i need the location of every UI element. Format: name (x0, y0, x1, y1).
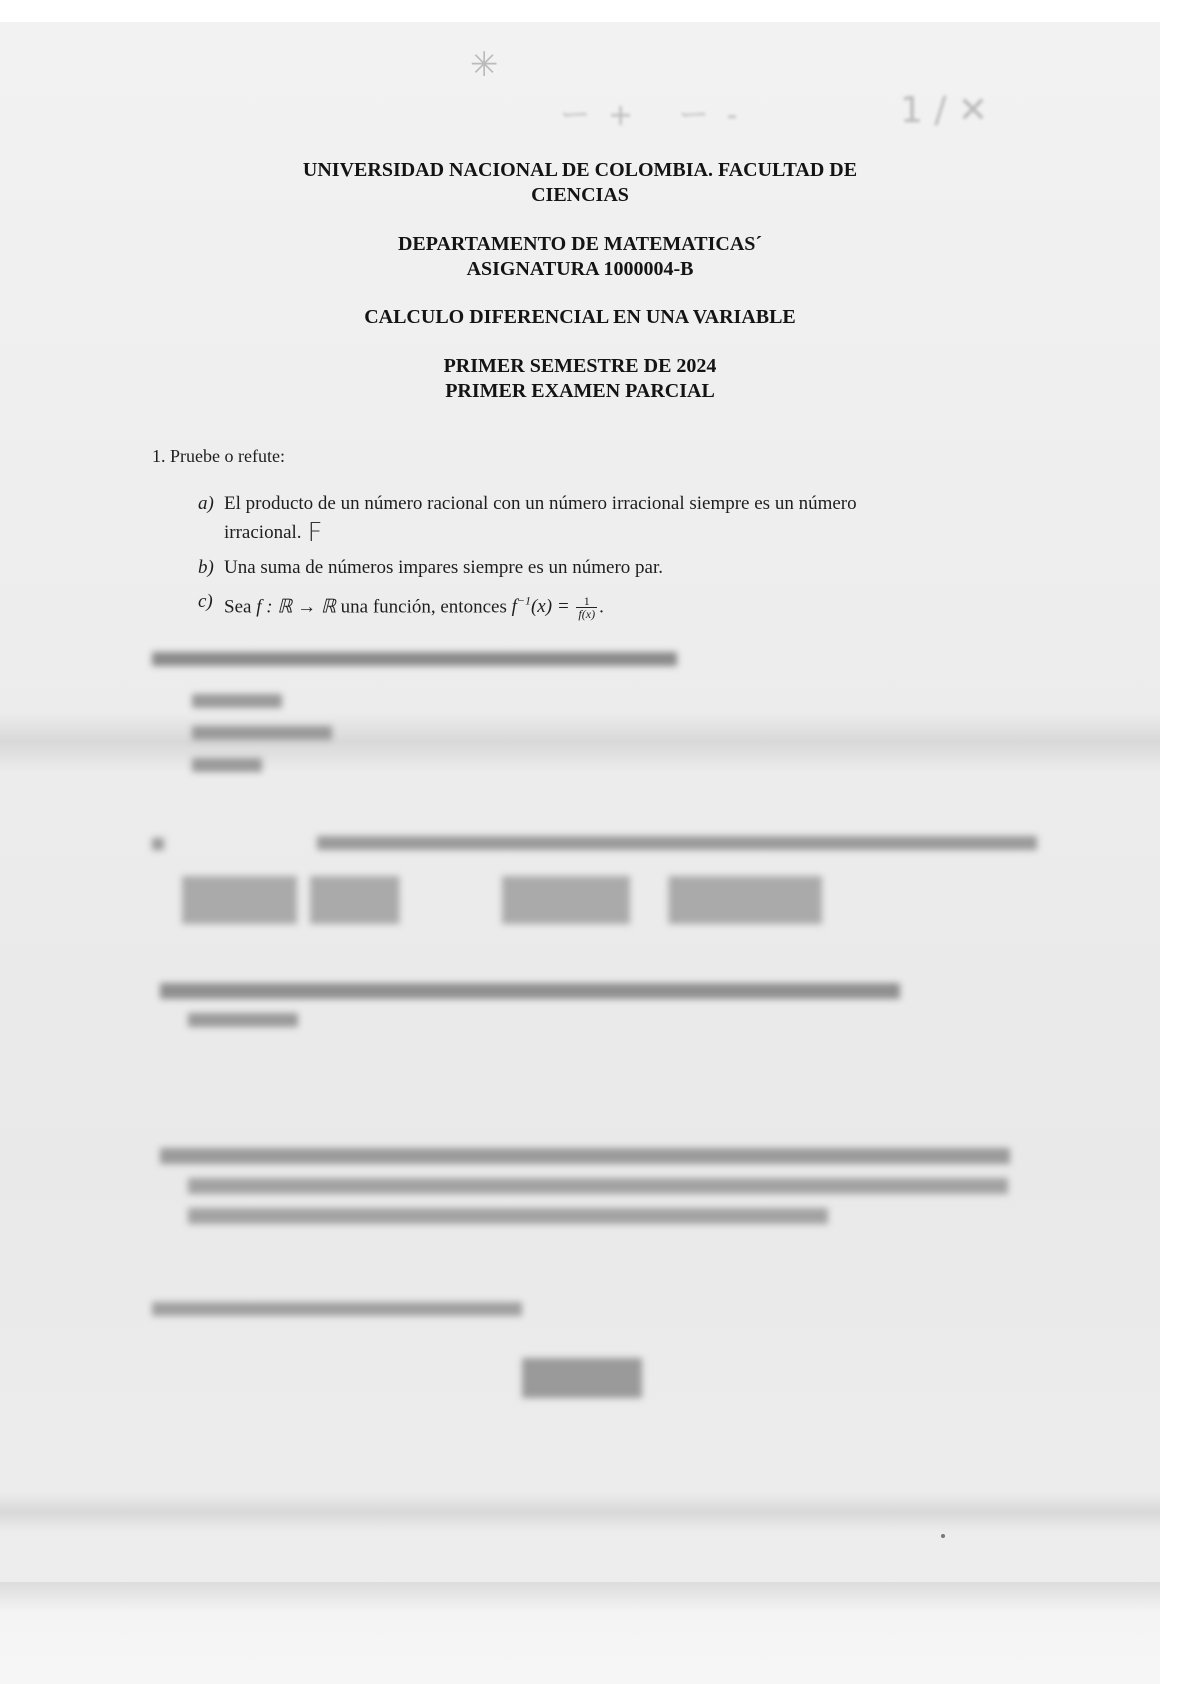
item-text: Una suma de números impares siempre es un número par. (224, 557, 663, 578)
university-title-line1: UNIVERSIDAD NACIONAL DE COLOMBIA. FACULTAD DE (302, 159, 858, 181)
exam-header (260, 158, 900, 208)
item-letter: c) (198, 591, 213, 612)
department-name: DEPARTAMENTO DE MATEMATICAS´ (397, 233, 763, 255)
semester: PRIMER SEMESTRE DE 2024 (443, 355, 717, 377)
blurred-question-4 (160, 983, 900, 1027)
blurred-question-3 (152, 838, 164, 850)
paper-bottom-edge (0, 1582, 1160, 1684)
handwritten-scribble: ✳ (470, 45, 499, 85)
paper-fold (0, 1492, 1160, 1532)
blurred-question-2 (152, 652, 677, 772)
fraction: $\frac{1}{f(x)}$ (578, 594, 596, 622)
handwritten-answer-mark: F (307, 518, 323, 548)
handwritten-scribble: 1 ∕ ✕ (900, 90, 989, 131)
item-letter: b) (198, 557, 214, 578)
handwritten-scribble: ー+ ー- (560, 98, 756, 133)
scan-speck (941, 1534, 945, 1538)
course-code: ASIGNATURA 1000004-B (466, 258, 694, 280)
item-text: El producto de un número racional con un número irracional siempre es un número irracional. F (224, 493, 857, 548)
item-letter: a) (198, 493, 214, 514)
question-1-label: 1. Pruebe o refute: (152, 446, 285, 466)
item-text: Sea f : ℝ → ℝ una función, entonces $f^{-1}(x)$ = $\frac{1}{f(x)}$ . (224, 594, 604, 622)
blurred-question-5 (160, 1148, 1010, 1224)
university-title-line2: CIENCIAS (531, 184, 629, 206)
subject-name: CALCULO DIFERENCIAL EN UNA VARIABLE (364, 306, 796, 328)
subject-block (260, 305, 900, 330)
department-block (260, 232, 900, 282)
blurred-question-6 (152, 1302, 642, 1398)
exam-info-block (260, 354, 900, 404)
exam-name: PRIMER EXAMEN PARCIAL (445, 380, 715, 402)
inverse-function: $f^{-1}(x)$ = (511, 594, 570, 618)
